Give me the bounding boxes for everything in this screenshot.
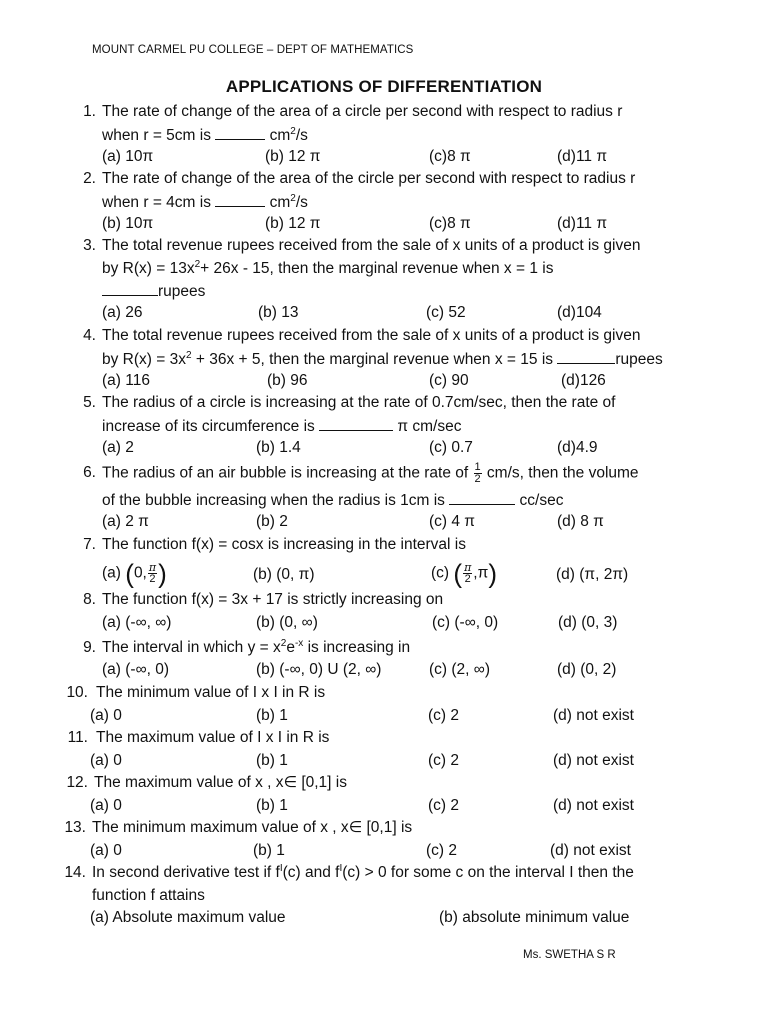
option: (d)126 [561, 372, 606, 389]
option: (b) absolute minimum value [439, 909, 630, 926]
option: (d)4.9 [557, 439, 598, 456]
question-5 [83, 392, 712, 438]
option: (b) 12 π [265, 215, 321, 232]
question-7 [83, 534, 712, 557]
option: (b) 1 [253, 842, 285, 859]
question-number: 7. [83, 536, 96, 553]
option: (d) (0, 2) [557, 661, 617, 678]
option: (d)11 π [557, 215, 608, 232]
fraction: $\frac{1}{2}$ [474, 461, 481, 485]
answer-blank [557, 348, 615, 364]
options-3 [102, 302, 702, 324]
answer-blank [319, 415, 393, 431]
option: (b) 12 π [265, 148, 321, 165]
option: (c) (2, ∞) [429, 661, 490, 678]
options-1 [102, 146, 702, 168]
question-number: 11. [67, 729, 88, 746]
options-7 [102, 558, 702, 590]
question-number: 2. [83, 170, 96, 187]
question-10 [66, 682, 706, 705]
options-10 [90, 705, 690, 727]
option: (b) (-∞, 0) U (2, ∞) [256, 661, 382, 678]
question-number: 1. [83, 103, 96, 120]
question-9 [83, 637, 712, 660]
question-text: In second derivative test if $f^I(c)$ and $f^I(c) > 0$ for some c on the interval I then the [92, 862, 634, 881]
question-text: The rate of change of the area of a circle per second with respect to radius r [102, 103, 623, 120]
options-6 [102, 511, 702, 533]
option: (a) 26 [102, 304, 143, 321]
question-text: rupees [102, 280, 712, 304]
question-text: The minimum maximum value of x , x∈ [0,1] is [92, 819, 413, 836]
option: (c)8 π [429, 215, 471, 232]
option: (a) 0 [90, 752, 122, 769]
answer-blank [215, 124, 265, 140]
option: (d) not exist [553, 752, 634, 769]
option: (c) 4 π [429, 513, 476, 530]
option: (b) (0, ∞) [256, 614, 318, 631]
option: (c) 90 [429, 372, 469, 389]
question-number: 6. [83, 464, 96, 481]
option: (a) 116 [102, 372, 150, 389]
option: (c) 2 [428, 707, 459, 724]
question-text: The function f(x) = cosx is increasing in the interval is [102, 536, 466, 553]
question-12 [66, 772, 704, 795]
option: (c) 52 [426, 304, 466, 321]
question-text: when r = 5cm is $cm^2/s$ [102, 125, 308, 144]
question-number: 10. [66, 684, 88, 701]
option: (b) 1 [256, 707, 288, 724]
question-text: The minimum value of I x I in R is [96, 684, 326, 701]
college-header: MOUNT CARMEL PU COLLEGE – DEPT OF MATHEMATICS [92, 44, 414, 56]
question-text: The interval in which $y = x^2e^{-x}$ is increasing in [102, 637, 411, 656]
option: (d) (π, 2π) [556, 566, 629, 583]
option: (c)8 π [429, 148, 471, 165]
option: (d)11 π [557, 148, 608, 165]
question-number: 12. [66, 774, 88, 791]
question-3 [83, 235, 712, 304]
question-number: 14. [64, 864, 86, 881]
option: (b) 1 [256, 797, 288, 814]
question-11 [67, 727, 706, 750]
options-14 [90, 907, 690, 929]
answer-blank [449, 489, 515, 505]
option: (c) ( $\frac{\pi}{2}$ ,π) [431, 558, 497, 589]
option: (d)104 [557, 304, 602, 321]
question-number: 5. [83, 394, 96, 411]
option: (d) (0, 3) [558, 614, 618, 631]
question-1 [83, 101, 712, 147]
option: (a) 0 [90, 797, 122, 814]
option: (b) 13 [258, 304, 299, 321]
question-text: The maximum value of I x I in R is [96, 729, 330, 746]
question-text: The function f(x) = 3x + 17 is strictly increasing on [102, 591, 444, 608]
option: (d) not exist [553, 797, 634, 814]
question-number: 3. [83, 237, 96, 254]
question-number: 13. [64, 819, 86, 836]
options-8 [102, 612, 702, 634]
question-text: when r = 4cm is $cm^2/s$ [102, 192, 308, 211]
question-number: 4. [83, 327, 96, 344]
question-number: 8. [83, 591, 96, 608]
option: (a) 2 [102, 439, 134, 456]
option: (c) 2 [428, 752, 459, 769]
option: (b) (0, π) [253, 566, 315, 583]
question-text: The maximum value of x , x∈ [0,1] is [94, 774, 347, 791]
option: (b) 1 [256, 752, 288, 769]
question-text: The radius of a circle is increasing at the rate of 0.7cm/sec, then the rate of [102, 394, 616, 411]
options-2 [102, 213, 702, 235]
question-text: by $R(x) = 13x^2+ 26x - 15$, then the marginal revenue when x = 1 is [102, 258, 554, 277]
option: (a) 0 [90, 842, 122, 859]
option: (d) 8 π [557, 513, 604, 530]
option: (b) 1.4 [256, 439, 301, 456]
option: (c) 2 [428, 797, 459, 814]
question-text: The total revenue rupees received from the sale of x units of a product is given [102, 327, 641, 344]
question-number: 9. [83, 639, 96, 656]
options-12 [90, 795, 690, 817]
question-text: The total revenue rupees received from the sale of x units of a product is given [102, 237, 641, 254]
options-5 [102, 437, 702, 459]
question-text: of the bubble increasing when the radius is 1cm is cc/sec [102, 489, 712, 513]
option: (a) 2 π [102, 513, 149, 530]
option: (a) (-∞, ∞) [102, 614, 172, 631]
question-14 [64, 862, 712, 907]
options-13 [90, 840, 690, 862]
author-footer: Ms. SWETHA S R [523, 949, 616, 961]
question-13 [64, 817, 702, 840]
question-6 [83, 461, 712, 513]
option: (c) (-∞, 0) [432, 614, 499, 631]
question-text: increase of its circumference is π cm/sec [102, 415, 712, 439]
options-11 [90, 750, 690, 772]
option: (a) (-∞, 0) [102, 661, 170, 678]
option: (a) 10π [102, 148, 154, 165]
options-4 [102, 370, 702, 392]
answer-blank [215, 191, 265, 207]
option: (c) 2 [426, 842, 457, 859]
option: (a) Absolute maximum value [90, 909, 286, 926]
question-text: function f attains [92, 886, 205, 904]
question-4 [83, 325, 712, 371]
question-text: The radius of an air bubble is increasing at the rate of $\frac{1}{2}$ cm/s, then the volume [102, 461, 639, 485]
option: (d) not exist [553, 707, 634, 724]
answer-blank [102, 280, 158, 296]
option: (c) 0.7 [429, 439, 473, 456]
option: (b) 10π [102, 215, 154, 232]
option: (b) 2 [256, 513, 288, 530]
question-text: by $R(x) = 3x^2 + 36x + 5$, then the marginal revenue when x = 15 is rupees [102, 349, 663, 368]
question-8 [83, 589, 712, 612]
option: (b) 96 [267, 372, 308, 389]
option: (a) (0, $\frac{\pi}{2}$ ) [102, 558, 167, 589]
option: (d) not exist [550, 842, 631, 859]
question-text: The rate of change of the area of the circle per second with respect to radius r [102, 170, 636, 187]
option: (a) 0 [90, 707, 122, 724]
options-9 [102, 659, 702, 681]
page-title: APPLICATIONS OF DIFFERENTIATION [225, 77, 543, 96]
question-2 [83, 168, 712, 214]
